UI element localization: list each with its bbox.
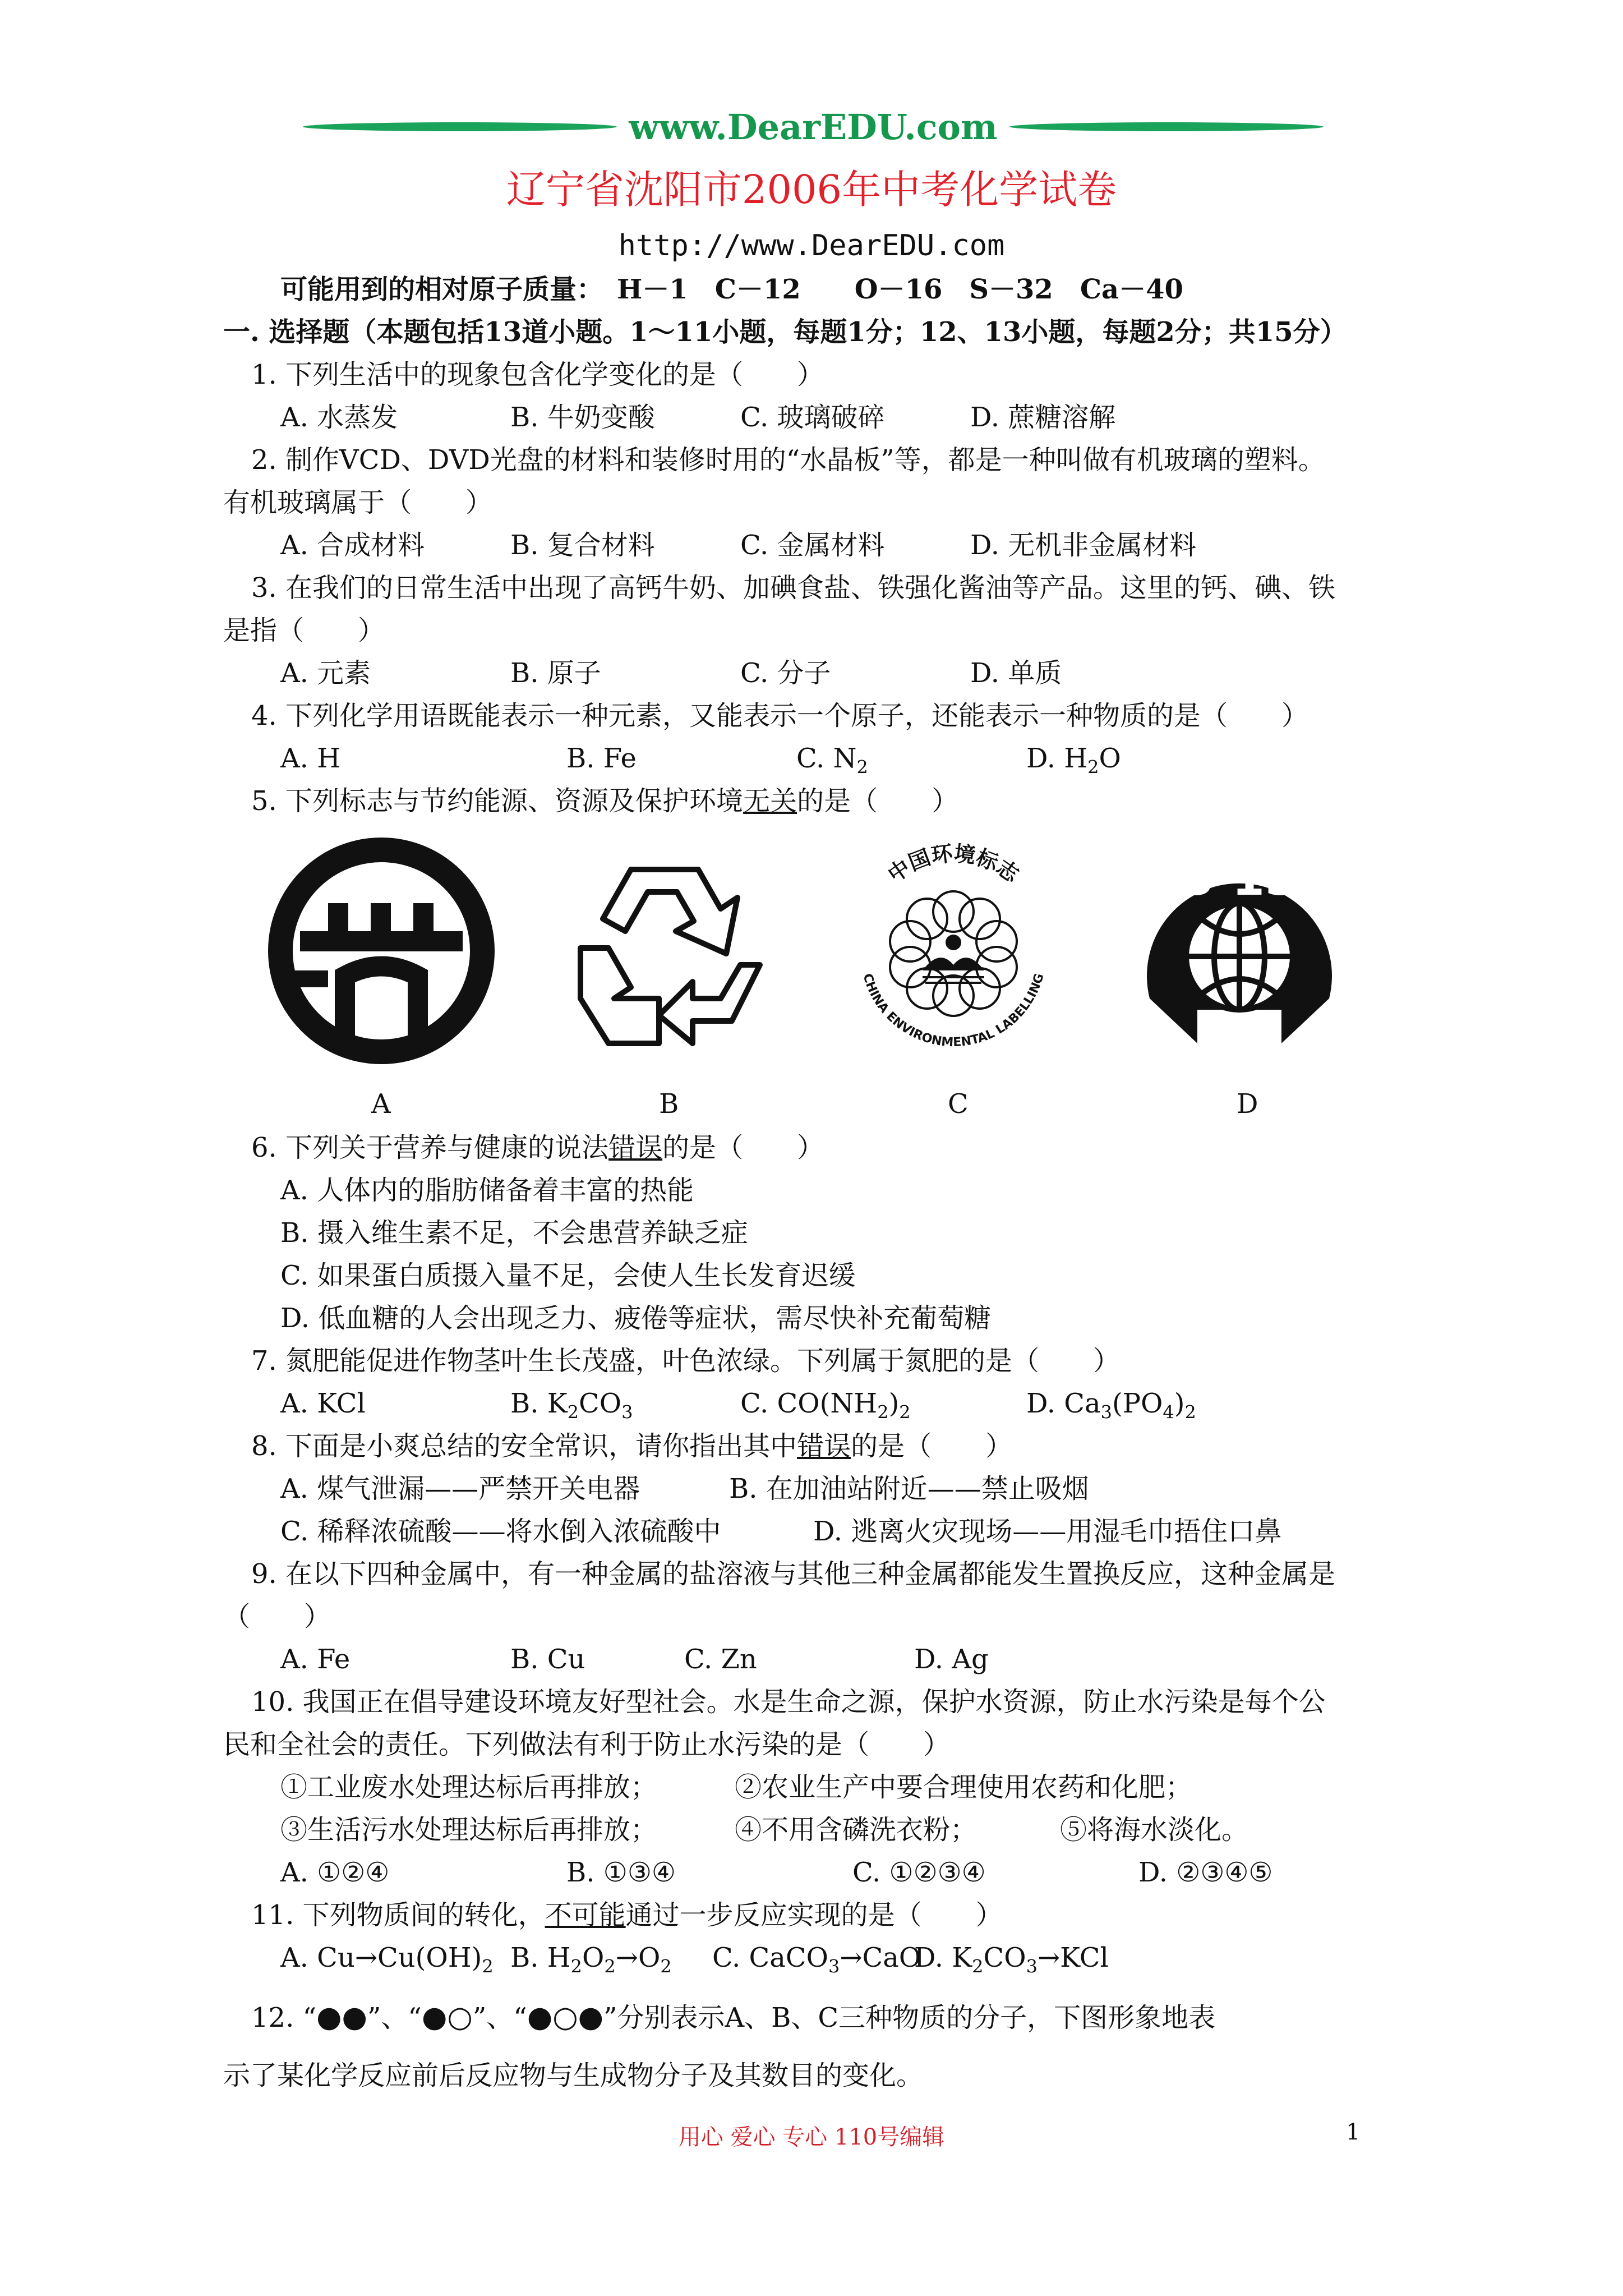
q7-stem: 7. 氮肥能促进作物茎叶生长茂盛，叶色浓绿。下列属于氮肥的是（ ） [251,1345,1121,1377]
q10-item-4: ④不用含磷洗衣粉； [735,1814,978,1846]
svg-text:CHINA ENVIRONMENTAL LABELLING: CHINA ENVIRONMENTAL LABELLING [860,972,1047,1050]
q8-option-b: B. 在加油站附近——禁止吸烟 [729,1473,1089,1504]
q12-stem-cont: 示了某化学反应前后反应物与生成物分子及其数目的变化。 [223,2060,924,2091]
q11-option-a: A. $Cu\to Cu(OH)_2$ [280,1942,494,1977]
q2-option-d: D. 无机非金属材料 [970,530,1197,561]
q10-option-c: C. ①②③④ [852,1857,986,1888]
molecule-a: ●● [316,2000,367,2034]
molecule-c: ●○● [527,2000,603,2034]
q2-stem-cont: 有机玻璃属于（ ） [223,487,493,518]
logo-c-china-environmental-label [833,836,1074,1066]
q8-stem: 8. 下面是小爽总结的安全常识，请你指出其中错误的是（ ） [251,1430,1013,1462]
q11-option-d: D. $K_2CO_3\to KCl$ [914,1942,1109,1977]
site-url: http://www.DearEDU.com [618,229,1005,263]
q9-option-a: A. Fe [280,1644,351,1675]
q6-option-a: A. 人体内的脂肪储备着丰富的热能 [280,1175,694,1206]
q3-stem-cont: 是指（ ） [223,615,385,646]
q11-option-b: B. $H_2O_2\to O_2$ [510,1942,672,1977]
q1-option-d: D. 蔗糖溶解 [970,402,1116,433]
q1-stem: 1. 下列生活中的现象包含化学变化的是（ ） [251,359,824,390]
q6-option-b: B. 摄入维生素不足，不会患营养缺乏症 [280,1217,748,1249]
q4-option-b: B. Fe [566,743,637,774]
q3-option-a: A. 元素 [280,657,371,689]
q10-item-2: ②农业生产中要合理使用农药和化肥； [735,1772,1193,1803]
q7-option-c: C. $CO(NH_2)_2$ [740,1388,911,1423]
q2-option-c: C. 金属材料 [740,530,885,561]
q9-option-c: C. Zn [684,1644,757,1675]
q10-item-1: ①工业废水处理达标后再排放； [280,1772,658,1803]
q11-option-c: C. CaCO$_3$→CaO [712,1942,921,1977]
q4-option-d: D. $H_2O$ [1026,743,1121,778]
q3-option-b: B. 原子 [510,657,601,689]
q6-option-d: D. 低血糖的人会出现乏力、疲倦等症状，需尽快补充葡萄糖 [280,1303,992,1334]
svg-text:3·15: 3·15 [1181,851,1298,906]
q3-stem: 3. 在我们的日常生活中出现了高钙牛奶、加碘食盐、铁强化酱油等产品。这里的钙、碘、铁 [251,572,1336,604]
q10-option-a: A. ①②④ [280,1857,390,1888]
logo-d-315-consumer-rights [1119,836,1360,1066]
q2-option-a: A. 合成材料 [280,530,425,561]
q6-stem: 6. 下列关于营养与健康的说法错误的是（ ） [251,1132,824,1163]
molecule-b: ●○ [421,2000,473,2034]
q10-option-d: D. ②③④⑤ [1138,1857,1273,1888]
q4-option-c: C. $N_2$ [796,743,868,778]
q9-stem: 9. 在以下四种金属中，有一种金属的盐溶液与其他三种金属都能发生置换反应，这种金属是 [251,1558,1336,1590]
q4-stem: 4. 下列化学用语既能表示一种元素，又能表示一个原子，还能表示一种物质的是（ ） [251,700,1309,731]
q9-option-b: B. Cu [510,1644,585,1675]
q3-option-d: D. 单质 [970,657,1062,689]
svg-text:中国环境标志: 中国环境标志 [883,841,1023,887]
q4-option-a: A. H [280,743,341,774]
logo-a-energy-saving [261,836,502,1066]
footer-editor: 用心 爱心 专心 110号编辑 [678,2124,945,2150]
page-number: 1 [1346,2119,1361,2145]
q7-option-b: B. $K_2CO_3$ [510,1388,633,1423]
q6-option-c: C. 如果蛋白质摄入量不足，会使人生长发育迟缓 [280,1260,856,1291]
q7-option-a: A. KCl [280,1388,366,1419]
q10-option-b: B. ①③④ [566,1857,676,1888]
q3-option-c: C. 分子 [740,657,831,689]
q10-item-5: ⑤将海水淡化。 [1060,1814,1249,1846]
q8-option-c: C. 稀释浓硫酸——将水倒入浓硫酸中 [280,1516,721,1547]
logo-label-d: D [1237,1088,1258,1120]
logo-label-b: B [659,1088,679,1120]
q2-stem: 2. 制作VCD、DVD光盘的材料和装修时用的“水晶板”等，都是一种叫做有机玻璃的塑料。 [251,444,1325,476]
q9-option-d: D. Ag [914,1644,989,1675]
q1-option-a: A. 水蒸发 [280,402,398,433]
q2-option-b: B. 复合材料 [510,530,655,561]
header-banner [303,105,1324,148]
q8-option-d: D. 逃离火灾现场——用湿毛巾捂住口鼻 [813,1516,1282,1547]
q7-option-d: D. $Ca_3(PO_4)_2$ [1026,1388,1196,1423]
atomic-mass-line: 可能用到的相对原子质量： H－1 C－12 O－16 S－32 Ca－40 [280,274,1183,305]
q5-stem: 5. 下列标志与节约能源、资源及保护环境无关的是（ ） [251,785,959,817]
q10-stem-cont: 民和全社会的责任。下列做法有利于防止水污染的是（ ） [223,1729,951,1760]
q1-option-b: B. 牛奶变酸 [510,402,655,433]
logo-label-c: C [948,1088,969,1120]
page-title: 辽宁省沈阳市2006年中考化学试卷 [506,167,1117,213]
site-name: www.DearEDU.com [629,107,998,148]
q10-stem: 10. 我国正在倡导建设环境友好型社会。水是生命之源，保护水资源，防止水污染是每个公 [251,1686,1326,1718]
q11-stem: 11. 下列物质间的转化，不可能通过一步反应实现的是（ ） [251,1899,1003,1931]
q12-stem: 12. “●●”、“●○”、“●○●”分别表示A、B、C三种物质的分子，下图形象地表 [251,2000,1216,2034]
logo-b-recycling-icon [547,836,788,1066]
section-heading: 一. 选择题（本题包括13道小题。1～11小题，每题1分；12、13小题，每题2分；共15分） [223,316,1347,348]
logo-label-a: A [371,1088,391,1120]
q9-stem-cont: （ ） [223,1601,331,1632]
q10-item-3: ③生活污水处理达标后再排放； [280,1814,658,1846]
q8-option-a: A. 煤气泄漏——严禁开关电器 [280,1473,640,1504]
q1-option-c: C. 玻璃破碎 [740,402,885,433]
